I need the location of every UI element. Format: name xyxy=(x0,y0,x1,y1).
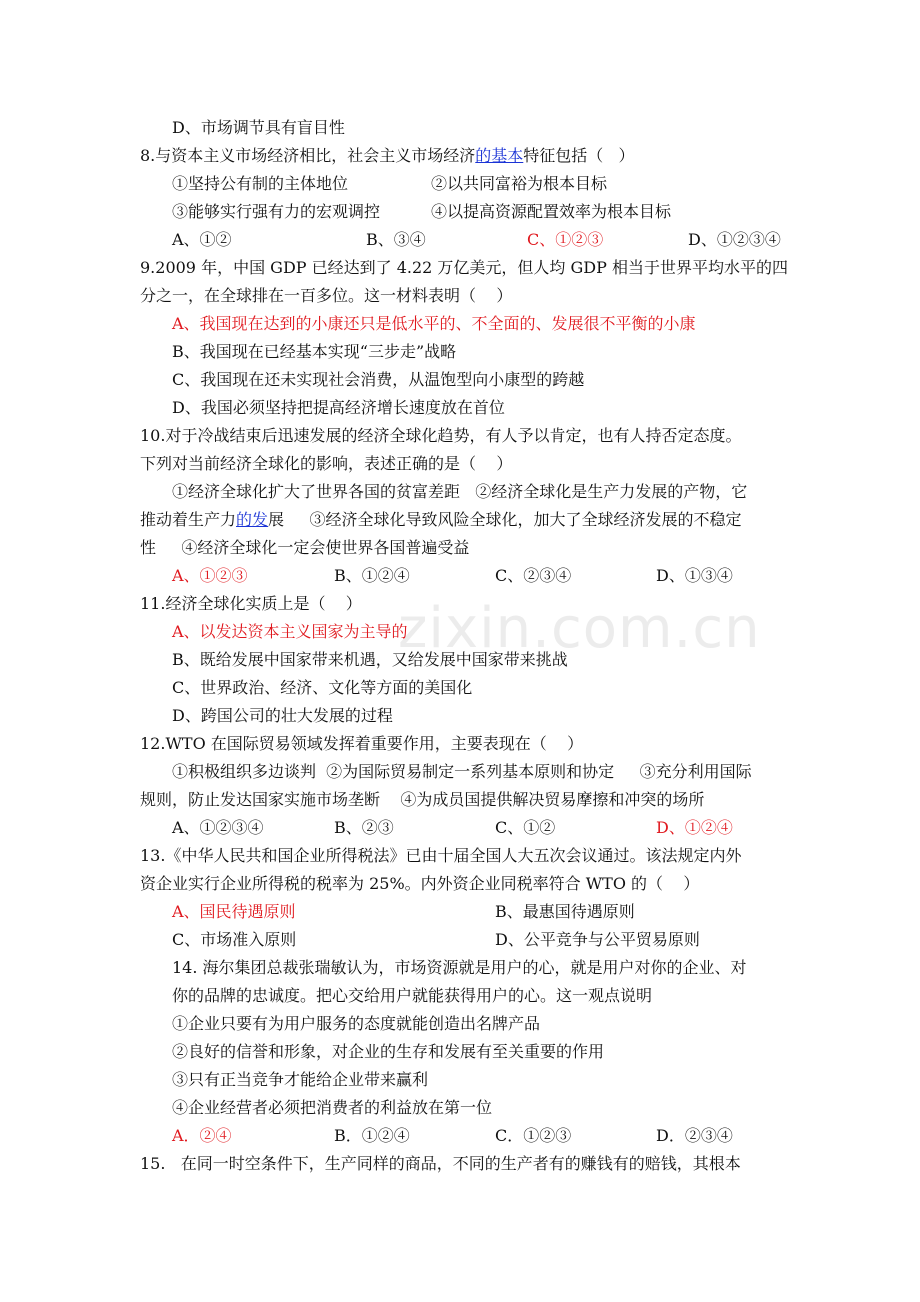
q14-item-4: ④企业经营者必须把消费者的利益放在第一位 xyxy=(172,1098,493,1117)
q9-stem-line-2: 分之一，在全球排在一百多位。这一材料表明（ ） xyxy=(140,286,513,305)
q12-items-line-1: ①积极组织多边谈判 ②为国际贸易制定一系列基本原则和协定 ③充分利用国际 xyxy=(172,762,752,781)
q14-item-1: ①企业只要有为用户服务的态度就能创造出名牌产品 xyxy=(172,1014,541,1033)
q12-items-line-2: 规则，防止发达国家实施市场垄断 ④为成员国提供解决贸易摩擦和冲突的场所 xyxy=(140,790,705,809)
q14-item-3: ③只有正当竞争才能给企业带来赢利 xyxy=(172,1070,429,1089)
q14-stem-line-1: 14. 海尔集团总裁张瑞敏认为，市场资源就是用户的心，就是用户对你的企业、对 xyxy=(172,958,747,977)
q8-option-a: A、①② xyxy=(172,230,232,249)
q8-stem-text-b: 特征包括（ ） xyxy=(523,146,635,165)
watermark: zixin.com.cn xyxy=(398,596,761,661)
q11-option-c: C、世界政治、经济、文化等方面的美国化 xyxy=(172,678,473,697)
q7-option-d: D、市场调节具有盲目性 xyxy=(172,118,345,137)
q8-item-1: ①坚持公有制的主体地位 xyxy=(172,174,349,193)
q14-stem-line-2: 你的品牌的忠诚度。把心交给用户就能获得用户的心。这一观点说明 xyxy=(172,986,653,1005)
q13-option-b: B、最惠国待遇原则 xyxy=(495,902,635,921)
q8-stem-text-a: 8.与资本主义市场经济相比，社会主义市场经济 xyxy=(140,146,476,165)
q9-option-c: C、我国现在还未实现社会消费，从温饱型向小康型的跨越 xyxy=(172,370,585,389)
q12-option-b: B、②③ xyxy=(334,818,394,837)
q13-option-a-answer: A、国民待遇原则 xyxy=(172,902,296,921)
q8-option-d: D、①②③④ xyxy=(688,230,781,249)
q10-items-text-b: 展 ③经济全球化导致风险全球化，加大了全球经济发展的不稳定 xyxy=(268,510,742,529)
q10-option-a-answer: A、①②③ xyxy=(172,566,248,585)
q9-option-b: B、我国现在已经基本实现“三步走”战略 xyxy=(172,342,457,361)
q10-items-link[interactable]: 的发 xyxy=(236,510,269,529)
q8-item-3: ③能够实行强有力的宏观调控 xyxy=(172,202,381,221)
q9-option-d: D、我国必须坚持把提高经济增长速度放在首位 xyxy=(172,398,505,417)
q14-option-a-answer: A．②④ xyxy=(172,1126,232,1145)
q11-option-a-answer: A、以发达资本主义国家为主导的 xyxy=(172,622,408,641)
q12-option-c: C、①② xyxy=(495,818,556,837)
q8-item-2: ②以共同富裕为根本目标 xyxy=(431,174,608,193)
q13-option-d: D、公平竞争与公平贸易原则 xyxy=(495,930,700,949)
q11-option-b: B、既给发展中国家带来机遇，又给发展中国家带来挑战 xyxy=(172,650,568,669)
q8-stem-link[interactable]: 的基本 xyxy=(475,146,524,165)
q9-stem-line-1: 9.2009 年，中国 GDP 已经达到了 4.22 万亿美元，但人均 GDP 相当于世界平均水平的四 xyxy=(140,258,788,277)
q10-items-line-3: 性 ④经济全球化一定会使世界各国普遍受益 xyxy=(140,538,470,557)
q10-items-line-2 xyxy=(140,509,741,531)
q14-option-c: C．①②③ xyxy=(495,1126,572,1145)
q10-items-text-a: 推动着生产力 xyxy=(140,510,237,529)
q13-option-c: C、市场准入原则 xyxy=(172,930,297,949)
q14-option-b: B．①②④ xyxy=(334,1126,410,1145)
q11-option-d: D、跨国公司的壮大发展的过程 xyxy=(172,706,393,725)
q8-option-c-answer: C、①②③ xyxy=(527,230,604,249)
q10-stem-line-1: 10.对于冷战结束后迅速发展的经济全球化趋势，有人予以肯定，也有人持否定态度。 xyxy=(140,426,742,445)
q12-option-d-answer: D、①②④ xyxy=(656,818,733,837)
q8-stem xyxy=(140,145,635,167)
q13-stem-line-2: 资企业实行企业所得税的税率为 25%。内外资企业同税率符合 WTO 的（ ） xyxy=(140,874,700,893)
q9-option-a-answer: A、我国现在达到的小康还只是低水平的、不全面的、发展很不平衡的小康 xyxy=(172,314,696,333)
q14-item-2: ②良好的信誉和形象，对企业的生存和发展有至关重要的作用 xyxy=(172,1042,605,1061)
q12-option-a: A、①②③④ xyxy=(172,818,264,837)
q8-option-b: B、③④ xyxy=(366,230,426,249)
q14-option-d: D．②③④ xyxy=(656,1126,733,1145)
q10-option-d: D、①③④ xyxy=(656,566,733,585)
q10-option-c: C、②③④ xyxy=(495,566,572,585)
q13-stem-line-1: 13.《中华人民共和国企业所得税法》已由十届全国人大五次会议通过。该法规定内外 xyxy=(140,846,742,865)
q10-items-line-1: ①经济全球化扩大了世界各国的贫富差距 ②经济全球化是生产力发展的产物，它 xyxy=(172,482,748,501)
q10-stem-line-2: 下列对当前经济全球化的影响，表述正确的是（ ） xyxy=(140,454,513,473)
q10-option-b: B、①②④ xyxy=(334,566,410,585)
q12-stem: 12.WTO 在国际贸易领域发挥着重要作用，主要表现在（ ） xyxy=(140,734,584,753)
q11-stem: 11.经济全球化实质上是（ ） xyxy=(140,594,362,613)
q15-stem-line-1: 15. 在同一时空条件下，生产同样的商品，不同的生产者有的赚钱有的赔钱，其根本 xyxy=(140,1154,741,1173)
q8-item-4: ④以提高资源配置效率为根本目标 xyxy=(431,202,672,221)
